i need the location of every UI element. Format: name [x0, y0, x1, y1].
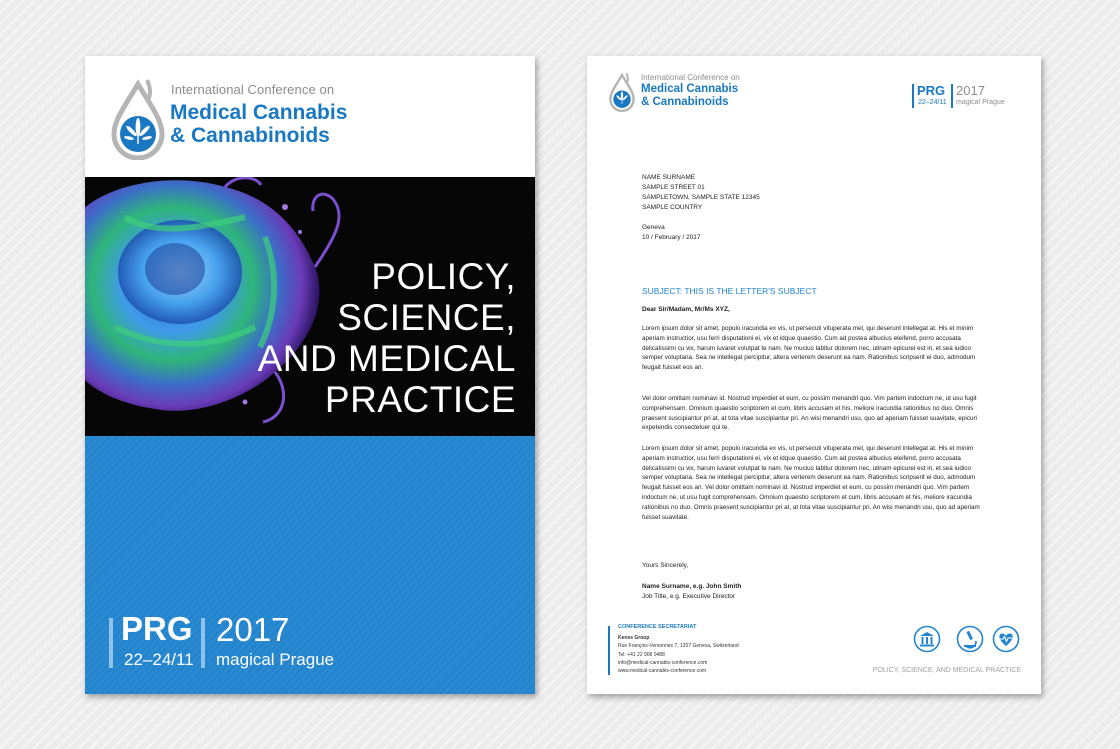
microscope-icon: [956, 625, 984, 653]
conference-title-line2: & Cannabinoids: [641, 96, 729, 108]
footer-heading: CONFERENCE SECRETARIAT: [618, 624, 697, 630]
signer-name: Name Surname, e.g. John Smith: [642, 583, 742, 590]
divider-bar: [951, 84, 953, 108]
conference-prefix: International Conference on: [641, 73, 740, 82]
footer-website[interactable]: www.medical-cannabis-conference.com: [618, 668, 707, 674]
headline-line: POLICY,: [371, 256, 516, 297]
heart-pulse-icon: [992, 625, 1020, 653]
address-line: SAMPLE STREET 01: [642, 184, 705, 191]
event-dates: 22–24/11: [918, 99, 947, 106]
footer-address: Rue François-Versonnex 7, 1207 Geneva, Switzerland: [618, 643, 739, 649]
recipient-address: [642, 173, 760, 213]
body-paragraph: Lorem ipsum dolor sit amet, populo iracundia ex vis, ut persecuti vituperata mel, qui deserunt intellegat at. His et minim aperiam instructior, usu ferri disputationi ei, vix et idque quaestio. Cum ad postea albucius eleifend, porro accusata delicatissimi cu vix, harum iuvaret volutpat te nam. Ne mucius labitur dolorem nec, utinam epicurei est in, et sea iudico semper voluptaria. Sea ne intellegat percipitur, altera verterem deserunt ea nam. Rationibus scripserit ei duo, admodum feugait fuisset eos an.: [642, 325, 976, 372]
footer-email[interactable]: info@medical-cannabis-conference.com: [618, 660, 708, 666]
divider-bar: [109, 618, 113, 668]
event-year: 2017: [216, 611, 290, 648]
letter-subject: SUBJECT: THIS IS THE LETTER'S SUBJECT: [642, 286, 817, 296]
city-tagline: magical Prague: [956, 99, 1005, 106]
letter-place-date: [642, 223, 701, 243]
policy-building-icon: [913, 625, 941, 653]
event-year: 2017: [956, 83, 985, 98]
drop-cannabis-leaf-icon: [107, 78, 169, 160]
body-paragraph: Vel dolor omittam nominavi id. Nostrud imperdiet et eum, cu possim menandri quo. Vim partem indoctum ne, ut usu fugit comprehensam. Omnium quaestio scriptorem et cum, libris accusam et his, meliore iracundia rationibus no duo. Omnis praesent suscipiantur pri at, at tota vitae suscipiantur pri. An wisi menandri usu, quo ad aperiam fuisset suavitate, epicuri expetendis consectetuer qui te.: [642, 395, 977, 432]
city-tagline: magical Prague: [216, 650, 335, 669]
footer-tel: Tel: +41 22 908 0488: [618, 652, 665, 658]
drop-cannabis-leaf-icon: [607, 72, 637, 112]
footer-tagline: POLICY, SCIENCE, AND MEDICAL PRACTICE: [872, 667, 1021, 674]
event-dates: 22–24/11: [124, 650, 194, 669]
conference-title-line2: & Cannabinoids: [170, 124, 330, 147]
divider-bar: [608, 626, 610, 675]
cover-photo: [85, 177, 535, 436]
letterhead-page: [587, 56, 1041, 694]
letter-salutation: Dear Sir/Madam, Mr/Ms XYZ,: [642, 306, 730, 313]
signer-title: Job Title, e.g. Executive Director: [642, 593, 736, 600]
conference-title-line1: Medical Cannabis: [170, 101, 348, 124]
headline-line: AND MEDICAL: [257, 338, 516, 379]
divider-bar: [912, 84, 914, 108]
headline-line: SCIENCE,: [337, 297, 516, 338]
cover-headline: [258, 256, 516, 420]
address-line: NAME SURNAME: [642, 174, 696, 181]
conference-title-line1: Medical Cannabis: [641, 83, 739, 95]
cover-page: [85, 56, 535, 694]
letter-closing: Yours Sincerely,: [642, 562, 689, 569]
conference-prefix: International Conference on: [171, 82, 335, 97]
cover-header: [85, 56, 535, 177]
divider-bar: [201, 618, 205, 668]
letter-date: 10 / February / 2017: [642, 234, 701, 241]
body-paragraph: Lorem ipsum dolor sit amet, populo iracundia ex vis, ut persecuti vituperata mel, qui deserunt intellegat at. His et minim aperiam instructior, usu ferri disputationi ei, vix et idque quaestio. Cum ad postea albucius eleifend, porro accusata delicatissimi cu vix, harum iuvaret volutpat te nam. Ne mucius labitur dolorem nec, utinam epicurei est in, et sea iudico semper voluptaria. Sea ne intellegat percipitur, altera verterem deserunt ea nam. Rationibus scripserit ei duo, admodum feugait fuisset eos an. Vel dolor omittam nominavi id. Nostrud imperdiet et eum, cu possim menandri quo. Vim partem indoctum ne, ut usu fugit comprehensam. Omnium quaestio scriptorem et cum, libris accusam et his, meliore iracundia rationibus no duo. Omnis praesent suscipiantur pri at, at tota vitae suscipiantur pri. An wisi menandri usu, quo ad aperiam fuisset suavitate.: [642, 445, 980, 521]
footer-org: Kenes Group: [618, 635, 650, 641]
address-line: SAMPLE COUNTRY: [642, 204, 703, 211]
address-line: SAMPLETOWN, SAMPLE STATE 12345: [642, 194, 760, 201]
city-code: PRG: [917, 83, 946, 98]
headline-line: PRACTICE: [324, 379, 516, 420]
city-code: PRG: [121, 610, 193, 647]
letter-place: Geneva: [642, 224, 665, 231]
